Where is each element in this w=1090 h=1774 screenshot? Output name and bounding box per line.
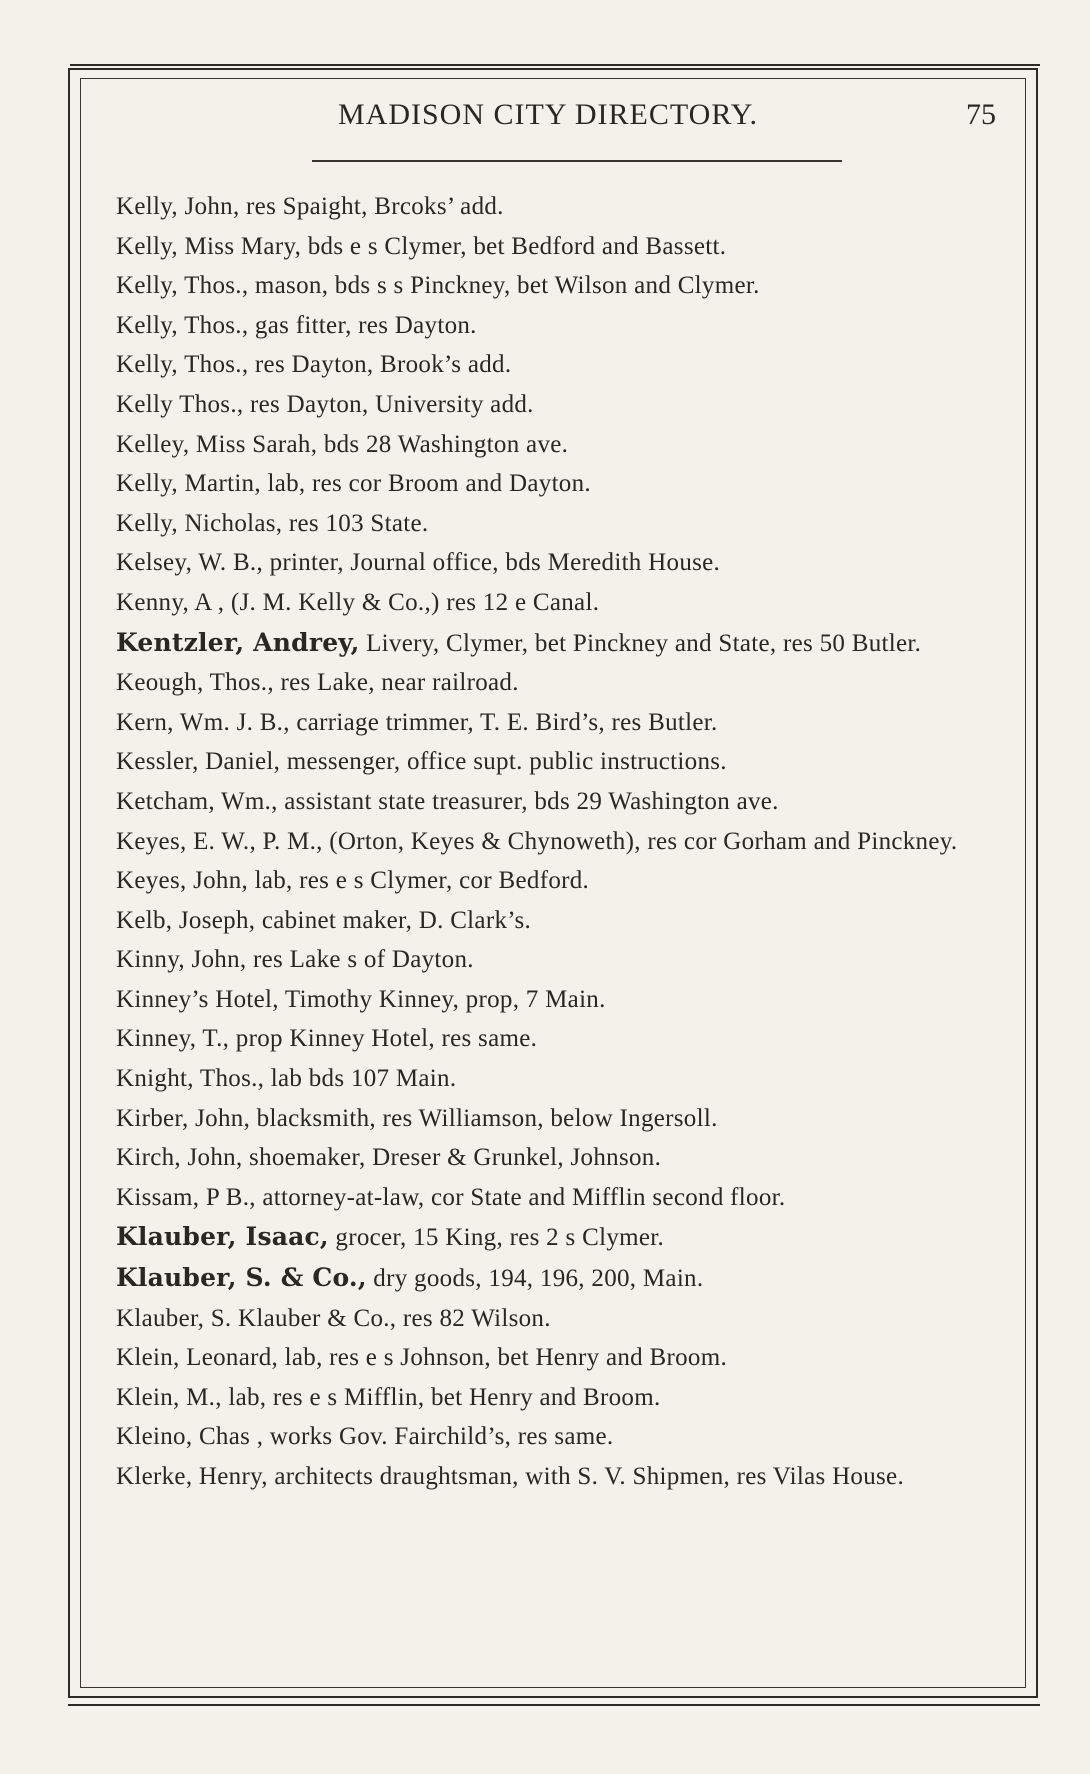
- directory-entry: [116, 543, 996, 583]
- directory-entry: [116, 1138, 996, 1178]
- entry-text: Kinney’s Hotel, Timothy Kinney, prop, 7 Main.: [116, 985, 606, 1013]
- entry-text: Keyes, E. W., P. M., (Orton, Keyes & Chynoweth), res cor Gorham and Pinckney.: [116, 827, 958, 855]
- entry-text: Kelly, Miss Mary, bds e s Clymer, bet Bedford and Bassett.: [116, 232, 727, 260]
- directory-entry: [116, 227, 996, 267]
- bottom-rule: [68, 1704, 1040, 1706]
- top-rule: [70, 64, 1040, 66]
- entry-text: Kelly, Thos., mason, bds s s Pinckney, bet Wilson and Clymer.: [116, 272, 760, 300]
- entry-text: Kinny, John, res Lake s of Dayton.: [116, 946, 474, 974]
- header-rule: [312, 160, 842, 162]
- directory-entry: [116, 623, 996, 664]
- directory-entry: [116, 504, 996, 544]
- entry-name: Klauber, S. & Co.,: [116, 1263, 367, 1293]
- directory-entry: [116, 1059, 996, 1099]
- entry-text: grocer, 15 King, res 2 s Clymer.: [328, 1224, 665, 1252]
- directory-entry: [116, 583, 996, 623]
- directory-entry: [116, 1217, 996, 1258]
- entry-text: Livery, Clymer, bet Pinckney and State, res 50 Butler.: [359, 629, 922, 657]
- directory-entry: [116, 187, 996, 227]
- entry-text: Kirber, John, blacksmith, res Williamson, below Ingersoll.: [116, 1104, 718, 1132]
- entry-text: Kessler, Daniel, messenger, office supt. public instructions.: [116, 748, 727, 776]
- directory-entry: [116, 1099, 996, 1139]
- directory-entry: [116, 345, 996, 385]
- entry-text: Kelly, Thos., res Dayton, Brook’s add.: [116, 351, 512, 379]
- page-number: 75: [966, 98, 996, 131]
- entry-text: Kern, Wm. J. B., carriage trimmer, T. E. Bird’s, res Butler.: [116, 708, 718, 736]
- directory-entry: [116, 782, 996, 822]
- entry-text: Kenny, A , (J. M. Kelly & Co.,) res 12 e Canal.: [116, 588, 600, 616]
- directory-entry: [116, 385, 996, 425]
- directory-entry: [116, 980, 996, 1020]
- entry-text: dry goods, 194, 196, 200, Main.: [366, 1265, 704, 1293]
- entry-name: Klauber, Isaac,: [116, 1222, 329, 1252]
- entry-text: Kelly, Martin, lab, res cor Broom and Dayton.: [116, 470, 591, 498]
- directory-entry: [116, 1338, 996, 1378]
- directory-entry: [116, 1417, 996, 1457]
- directory-entry: [116, 822, 996, 862]
- entry-text: Klein, M., lab, res e s Mifflin, bet Henry and Broom.: [116, 1383, 661, 1411]
- directory-entry: [116, 703, 996, 743]
- directory-entry: [116, 1457, 996, 1497]
- entry-text: Kissam, P B., attorney-at-law, cor State and Mifflin second floor.: [116, 1183, 786, 1211]
- entry-text: Keough, Thos., res Lake, near railroad.: [116, 669, 519, 697]
- entry-text: Kelb, Joseph, cabinet maker, D. Clark’s.: [116, 906, 532, 934]
- directory-entry: [116, 425, 996, 465]
- entry-text: Kirch, John, shoemaker, Dreser & Grunkel, Johnson.: [116, 1144, 662, 1172]
- directory-entry: [116, 663, 996, 703]
- directory-entry: [116, 464, 996, 504]
- entry-text: Kelly, Thos., gas fitter, res Dayton.: [116, 311, 477, 339]
- directory-entry: [116, 1019, 996, 1059]
- entry-text: Kleino, Chas , works Gov. Fairchild’s, res same.: [116, 1423, 614, 1451]
- entry-text: Kelly, Nicholas, res 103 State.: [116, 509, 429, 537]
- entry-text: Kelly Thos., res Dayton, University add.: [116, 390, 534, 418]
- directory-entries: [116, 187, 996, 1497]
- page-title: MADISON CITY DIRECTORY.: [338, 98, 758, 131]
- entry-text: Kelley, Miss Sarah, bds 28 Washington ave.: [116, 430, 569, 458]
- page-header: [96, 98, 1000, 144]
- entry-text: Kelsey, W. B., printer, Journal office, bds Meredith House.: [116, 549, 721, 577]
- directory-entry: [116, 742, 996, 782]
- entry-name: Kentzler, Andrey,: [116, 627, 360, 657]
- entry-text: Klerke, Henry, architects draughtsman, with S. V. Shipmen, res Vilas House.: [116, 1463, 905, 1490]
- entry-text: Ketcham, Wm., assistant state treasurer, bds 29 Washington ave.: [116, 787, 779, 815]
- directory-entry: [116, 901, 996, 941]
- entry-text: Kelly, John, res Spaight, Brcoks’ add.: [116, 193, 504, 220]
- directory-entry: [116, 1378, 996, 1418]
- entry-text: Kinney, T., prop Kinney Hotel, res same.: [116, 1025, 538, 1053]
- directory-entry: [116, 940, 996, 980]
- directory-entry: [116, 1299, 996, 1339]
- directory-entry: [116, 266, 996, 306]
- directory-entry: [116, 1178, 996, 1218]
- directory-entry: [116, 1258, 996, 1299]
- directory-entry: [116, 861, 996, 901]
- entry-text: Keyes, John, lab, res e s Clymer, cor Bedford.: [116, 867, 590, 895]
- directory-entry: [116, 306, 996, 346]
- entry-text: Knight, Thos., lab bds 107 Main.: [116, 1065, 457, 1093]
- entry-text: Klauber, S. Klauber & Co., res 82 Wilson.: [116, 1304, 551, 1332]
- entry-text: Klein, Leonard, lab, res e s Johnson, bet Henry and Broom.: [116, 1344, 728, 1372]
